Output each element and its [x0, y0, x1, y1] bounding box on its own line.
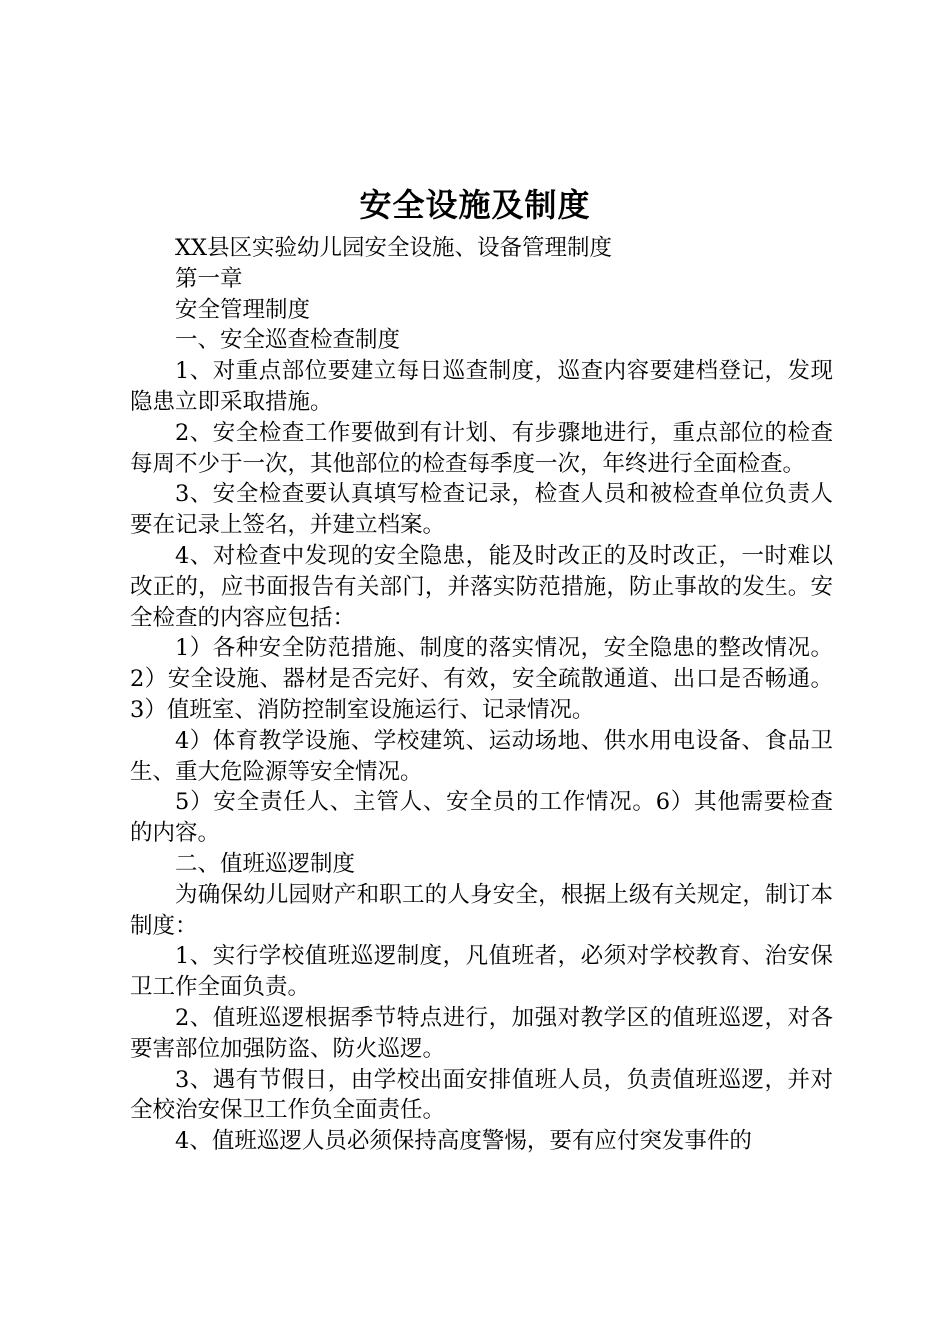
paragraph-item: 1、对重点部位要建立每日巡查制度，巡查内容要建档登记，发现隐患立即采取措施。 [130, 358, 833, 415]
section-heading-inspection: 一、安全巡查检查制度 [175, 327, 401, 354]
document-title: 安全设施及制度 [359, 186, 591, 224]
section-heading-duty-patrol: 二、值班巡逻制度 [175, 850, 356, 877]
paragraph-item: 5）安全责任人、主管人、安全员的工作情况。6）其他需要检查的内容。 [130, 789, 833, 847]
paragraph-school-heading: XX县区实验幼儿园安全设施、设备管理制度 [175, 235, 613, 261]
paragraph-item: 1、实行学校值班巡逻制度，凡值班者，必须对学校教育、治安保卫工作全面负责。 [130, 943, 833, 1001]
paragraph-item: 3、遇有节假日，由学校出面安排值班人员，负责值班巡逻，并对全校治安保卫工作负全面责任。 [130, 1066, 833, 1124]
paragraph-chapter-title: 安全管理制度 [175, 296, 311, 323]
paragraph-item: 4、值班巡逻人员必须保持高度警惕，要有应付突发事件的 [175, 1128, 752, 1155]
document-body [130, 233, 833, 1157]
paragraph-item: 2、值班巡逻根据季节特点进行，加强对教学区的值班巡逻，对各要害部位加强防盗、防火巡逻。 [130, 1004, 833, 1062]
paragraph-item: 4）体育教学设施、学校建筑、运动场地、供水用电设备、食品卫生、重大危险源等安全情况。 [130, 727, 833, 785]
paragraph-chapter: 第一章 [175, 265, 243, 292]
paragraph-item: 1）各种安全防范措施、制度的落实情况，安全隐患的整改情况。2）安全设施、器材是否完好、有效，安全疏散通道、出口是否畅通。3）值班室、消防控制室设施运行、记录情况。 [130, 635, 833, 723]
paragraph-item: 4、对检查中发现的安全隐患，能及时改正的及时改正，一时难以改正的，应书面报告有关部门，并落实防范措施，防止事故的发生。安全检查的内容应包括： [130, 542, 833, 631]
paragraph-item: 为确保幼儿园财产和职工的人身安全，根据上级有关规定，制订本制度： [130, 881, 833, 939]
paragraph-item: 3、安全检查要认真填写检查记录，检查人员和被检查单位负责人要在记录上签名，并建立档案。 [130, 481, 833, 539]
paragraph-item: 2、安全检查工作要做到有计划、有步骤地进行，重点部位的检查每周不少于一次，其他部位的检查每季度一次，年终进行全面检查。 [130, 419, 833, 477]
